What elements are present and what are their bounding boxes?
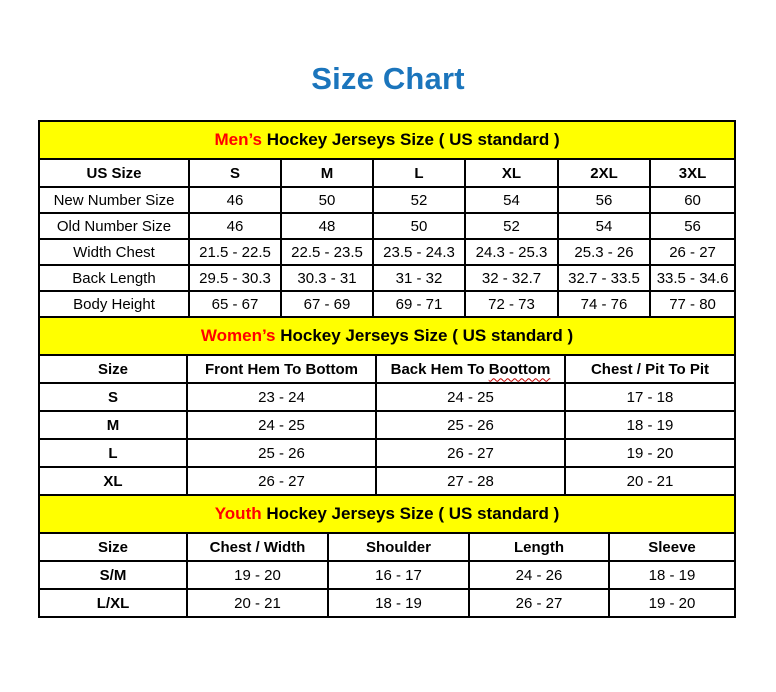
row-label: New Number Size <box>39 187 189 213</box>
table-cell: 31 - 32 <box>373 265 465 291</box>
table-row <box>39 411 735 439</box>
table-cell: 30.3 - 31 <box>281 265 373 291</box>
row-label: L/XL <box>39 589 187 617</box>
misspelled-word: Boottom <box>488 360 551 378</box>
page-title: Size Chart <box>311 61 465 96</box>
table-cell: 18 - 19 <box>328 589 469 617</box>
table-row <box>39 291 735 317</box>
row-label: Body Height <box>39 291 189 317</box>
column-header: Length <box>469 533 609 561</box>
section-band-cell <box>39 495 735 533</box>
table-cell: 25 - 26 <box>376 411 565 439</box>
table-row <box>39 187 735 213</box>
size-tables-container <box>38 120 734 618</box>
table-cell: 50 <box>281 187 373 213</box>
table-cell: 56 <box>558 187 650 213</box>
row-label: XL <box>39 467 187 495</box>
table-cell: 54 <box>558 213 650 239</box>
table-cell: 22.5 - 23.5 <box>281 239 373 265</box>
row-label: Back Length <box>39 265 189 291</box>
column-header: M <box>281 159 373 187</box>
table-cell: 54 <box>465 187 558 213</box>
row-label: Width Chest <box>39 239 189 265</box>
band-highlight-text: Youth <box>214 504 262 523</box>
mens-size-table <box>38 120 736 318</box>
column-header: US Size <box>39 159 189 187</box>
table-row <box>39 467 735 495</box>
section-band-cell <box>39 121 735 159</box>
table-cell: 26 - 27 <box>376 439 565 467</box>
column-header: Back Hem To Boottom <box>376 355 565 383</box>
table-cell: 19 - 20 <box>609 589 735 617</box>
table-row <box>39 239 735 265</box>
table-row <box>39 265 735 291</box>
table-cell: 67 - 69 <box>281 291 373 317</box>
table-cell: 19 - 20 <box>187 561 328 589</box>
header-row <box>39 159 735 187</box>
table-cell: 18 - 19 <box>609 561 735 589</box>
table-cell: 32 - 32.7 <box>465 265 558 291</box>
table-cell: 29.5 - 30.3 <box>189 265 281 291</box>
column-header: Sleeve <box>609 533 735 561</box>
header-row <box>39 355 735 383</box>
womens-section-band <box>39 317 735 355</box>
column-header: Size <box>39 355 187 383</box>
table-cell: 72 - 73 <box>465 291 558 317</box>
row-label: S/M <box>39 561 187 589</box>
column-header: Shoulder <box>328 533 469 561</box>
table-row <box>39 561 735 589</box>
section-band-cell <box>39 317 735 355</box>
row-label: L <box>39 439 187 467</box>
table-cell: 23.5 - 24.3 <box>373 239 465 265</box>
womens-size-table <box>38 316 736 496</box>
table-cell: 26 - 27 <box>650 239 735 265</box>
table-cell: 27 - 28 <box>376 467 565 495</box>
table-cell: 24 - 25 <box>187 411 376 439</box>
column-header: L <box>373 159 465 187</box>
row-label: Old Number Size <box>39 213 189 239</box>
table-cell: 52 <box>373 187 465 213</box>
table-cell: 16 - 17 <box>328 561 469 589</box>
table-cell: 56 <box>650 213 735 239</box>
table-cell: 52 <box>465 213 558 239</box>
table-cell: 17 - 18 <box>565 383 735 411</box>
column-header: 3XL <box>650 159 735 187</box>
column-header: 2XL <box>558 159 650 187</box>
table-cell: 24.3 - 25.3 <box>465 239 558 265</box>
column-header: Chest / Pit To Pit <box>565 355 735 383</box>
row-label: S <box>39 383 187 411</box>
band-rest-text: Hockey Jerseys Size ( US standard ) <box>261 504 560 523</box>
band-rest-text: Hockey Jerseys Size ( US standard ) <box>275 326 574 345</box>
table-cell: 65 - 67 <box>189 291 281 317</box>
column-header: Size <box>39 533 187 561</box>
column-header: Chest / Width <box>187 533 328 561</box>
table-cell: 74 - 76 <box>558 291 650 317</box>
table-cell: 18 - 19 <box>565 411 735 439</box>
table-cell: 33.5 - 34.6 <box>650 265 735 291</box>
table-cell: 26 - 27 <box>187 467 376 495</box>
table-cell: 23 - 24 <box>187 383 376 411</box>
table-cell: 69 - 71 <box>373 291 465 317</box>
table-cell: 26 - 27 <box>469 589 609 617</box>
band-rest-text: Hockey Jerseys Size ( US standard ) <box>262 130 560 149</box>
table-row <box>39 383 735 411</box>
mens-section-band <box>39 121 735 159</box>
table-row <box>39 439 735 467</box>
row-label: M <box>39 411 187 439</box>
table-cell: 60 <box>650 187 735 213</box>
table-cell: 50 <box>373 213 465 239</box>
youth-section-band <box>39 495 735 533</box>
table-cell: 25.3 - 26 <box>558 239 650 265</box>
table-row <box>39 213 735 239</box>
table-cell: 25 - 26 <box>187 439 376 467</box>
table-cell: 77 - 80 <box>650 291 735 317</box>
table-cell: 24 - 26 <box>469 561 609 589</box>
table-cell: 46 <box>189 187 281 213</box>
table-cell: 46 <box>189 213 281 239</box>
table-row <box>39 589 735 617</box>
table-cell: 24 - 25 <box>376 383 565 411</box>
table-cell: 21.5 - 22.5 <box>189 239 281 265</box>
column-header: S <box>189 159 281 187</box>
table-cell: 19 - 20 <box>565 439 735 467</box>
header-row <box>39 533 735 561</box>
table-cell: 32.7 - 33.5 <box>558 265 650 291</box>
band-highlight-text: Women’s <box>200 326 276 345</box>
column-header: XL <box>465 159 558 187</box>
table-cell: 20 - 21 <box>187 589 328 617</box>
band-highlight-text: Men’s <box>214 130 262 149</box>
column-header: Front Hem To Bottom <box>187 355 376 383</box>
table-cell: 20 - 21 <box>565 467 735 495</box>
table-cell: 48 <box>281 213 373 239</box>
youth-size-table <box>38 494 736 618</box>
